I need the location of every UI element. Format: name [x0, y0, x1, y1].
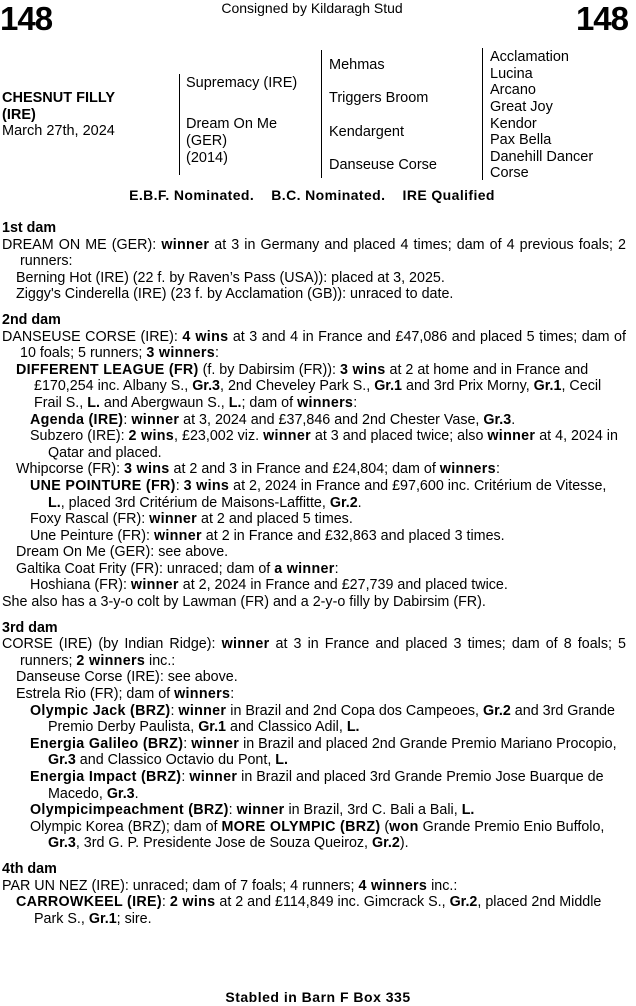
section-heading: 4th dam — [2, 860, 57, 877]
catalogue-paragraph: Dream On Me (GER): see above. — [16, 544, 229, 561]
qualifications: E.B.F. Nominated. B.C. Nominated. IRE Qualified — [129, 187, 495, 203]
sire-sire: Mehmas — [329, 57, 385, 73]
catalogue-paragraph: Whipcorse (FR): 3 wins at 2 and 3 in France and £24,804; dam of winners: — [16, 461, 500, 478]
catalogue-paragraph: DANSEUSE CORSE (IRE): 4 wins at 3 and 4 in France and £47,086 and placed 5 times; dam of 10 foals; 5 runners; 3 winners: — [2, 328, 626, 362]
lot-number-right: 148 — [575, 0, 628, 37]
catalogue-page-body — [2, 220, 626, 927]
sire-dam: Triggers Broom — [329, 90, 429, 106]
g3-6: Pax Bella — [490, 132, 552, 148]
g3-8: Corse — [490, 165, 529, 181]
catalogue-paragraph: Berning Hot (IRE) (22 f. by Raven’s Pass (USA)): placed at 3, 2025. — [16, 269, 445, 286]
dam-country: (GER) — [186, 133, 228, 149]
catalogue-paragraph: Subzero (IRE): 2 wins, £23,002 viz. winner at 3 and placed twice; also winner at 4, 2024 in Qatar and placed. — [30, 428, 618, 461]
catalogue-paragraph: Olympic Korea (BRZ); dam of MORE OLYMPIC (BRZ) (won Grande Premio Enio Buffolo, Gr.3, 3rd G. P. Presidente Jose de Souza Queiroz, Gr.2). — [30, 818, 605, 852]
dam-sire: Kendargent — [329, 124, 404, 140]
subject-country: (IRE) — [2, 106, 36, 123]
section-heading: 2nd dam — [2, 311, 61, 328]
catalogue-paragraph: Olympic Jack (BRZ): winner in Brazil and 2nd Copa dos Campeoes, Gr.2 and 3rd Grande Premio Derby Paulista, Gr.1 and Classico Adil, L. — [30, 702, 615, 736]
catalogue-paragraph: CARROWKEEL (IRE): 2 wins at 2 and £114,849 inc. Gimcrack S., Gr.2, placed 2nd Middle Park S., Gr.1; sire. — [16, 894, 602, 927]
consignor: Consigned by Kildaragh Stud — [221, 0, 403, 16]
stabling-info: Stabled in Barn F Box 335 — [225, 989, 411, 1005]
catalogue-paragraph: Foxy Rascal (FR): winner at 2 and placed 5 times. — [30, 511, 353, 528]
catalogue-paragraph: Energia Galileo (BRZ): winner in Brazil and placed 2nd Grande Premio Mariano Procopio, Gr.3 and Classico Octavio du Pont, L. — [30, 735, 617, 769]
g3-2: Lucina — [490, 66, 533, 82]
catalogue-paragraph: Estrela Rio (FR); dam of winners: — [16, 686, 235, 703]
g3-7: Danehill Dancer — [490, 149, 594, 165]
catalogue-paragraph: Ziggy's Cinderella (IRE) (23 f. by Acclamation (GB)): unraced to date. — [16, 286, 454, 303]
dam — [186, 116, 277, 167]
pedigree-bracket-2 — [321, 50, 322, 178]
g3-3: Arcano — [490, 82, 536, 98]
catalogue-paragraph: Agenda (IRE): winner at 3, 2024 and £37,846 and 2nd Chester Vase, Gr.3. — [30, 411, 516, 428]
g3-5: Kendor — [490, 116, 537, 132]
catalogue-paragraph: She also has a 3-y-o colt by Lawman (FR) and a 2-y-o filly by Dabirsim (FR). — [2, 594, 486, 611]
subject-info — [2, 90, 115, 140]
catalogue-paragraph: PAR UN NEZ (IRE): unraced; dam of 7 foals; 4 runners; 4 winners inc.: — [2, 877, 458, 894]
catalogue-paragraph: UNE POINTURE (FR): 3 wins at 2, 2024 in France and £97,600 inc. Critérium de Vitesse, L., placed 3rd Critérium de Maisons-Laffitte, Gr.2. — [30, 477, 607, 511]
dam-name: Dream On Me — [186, 116, 278, 132]
subject-sex-colour: CHESNUT FILLY — [2, 90, 116, 106]
catalogue-paragraph: Olympicimpeachment (BRZ): winner in Brazil, 3rd C. Bali a Bali, L. — [30, 802, 475, 819]
dam-year: (2014) — [186, 150, 228, 166]
catalogue-paragraph: Galtika Coat Frity (FR): unraced; dam of a winner: — [16, 560, 339, 577]
catalogue-paragraph: Danseuse Corse (IRE): see above. — [16, 669, 238, 686]
catalogue-paragraph: Une Peinture (FR): winner at 2 in France and £32,863 and placed 3 times. — [30, 527, 505, 544]
subject-foaled: March 27th, 2024 — [2, 123, 115, 139]
pedigree-bracket-3 — [482, 48, 483, 180]
section-heading: 1st dam — [2, 220, 57, 236]
catalogue-paragraph: Energia Impact (BRZ): winner in Brazil and placed 3rd Grande Premio Jose Buarque de Macedo, Gr.3. — [30, 769, 604, 802]
section-heading: 3rd dam — [2, 619, 58, 636]
catalogue-paragraph: DREAM ON ME (GER): winner at 3 in Germany and placed 4 times; dam of 4 previous foals; 2 runners: — [2, 236, 626, 270]
lot-number-left: 148 — [0, 0, 53, 37]
g3-1: Acclamation — [490, 49, 569, 65]
dam-dam: Danseuse Corse — [329, 157, 437, 173]
catalogue-paragraph: Hoshiana (FR): winner at 2, 2024 in France and £27,739 and placed twice. — [30, 577, 508, 594]
pedigree-bracket-1 — [179, 74, 180, 175]
catalogue-paragraph: DIFFERENT LEAGUE (FR) (f. by Dabirsim (FR)): 3 wins at 2 at home and in France and £170,254 inc. Albany S., Gr.3, 2nd Cheveley Park S., Gr.1 and 3rd Prix Morny, Gr.1, Cecil Frail S., L. and Abergwaun S., L.; dam of winners: — [16, 361, 602, 411]
sire: Supremacy (IRE) — [186, 75, 298, 91]
g3-4: Great Joy — [490, 99, 553, 115]
catalogue-paragraph: CORSE (IRE) (by Indian Ridge): winner at 3 in France and placed 3 times; dam of 8 foals; 5 runners; 2 winners inc.: — [2, 636, 626, 669]
